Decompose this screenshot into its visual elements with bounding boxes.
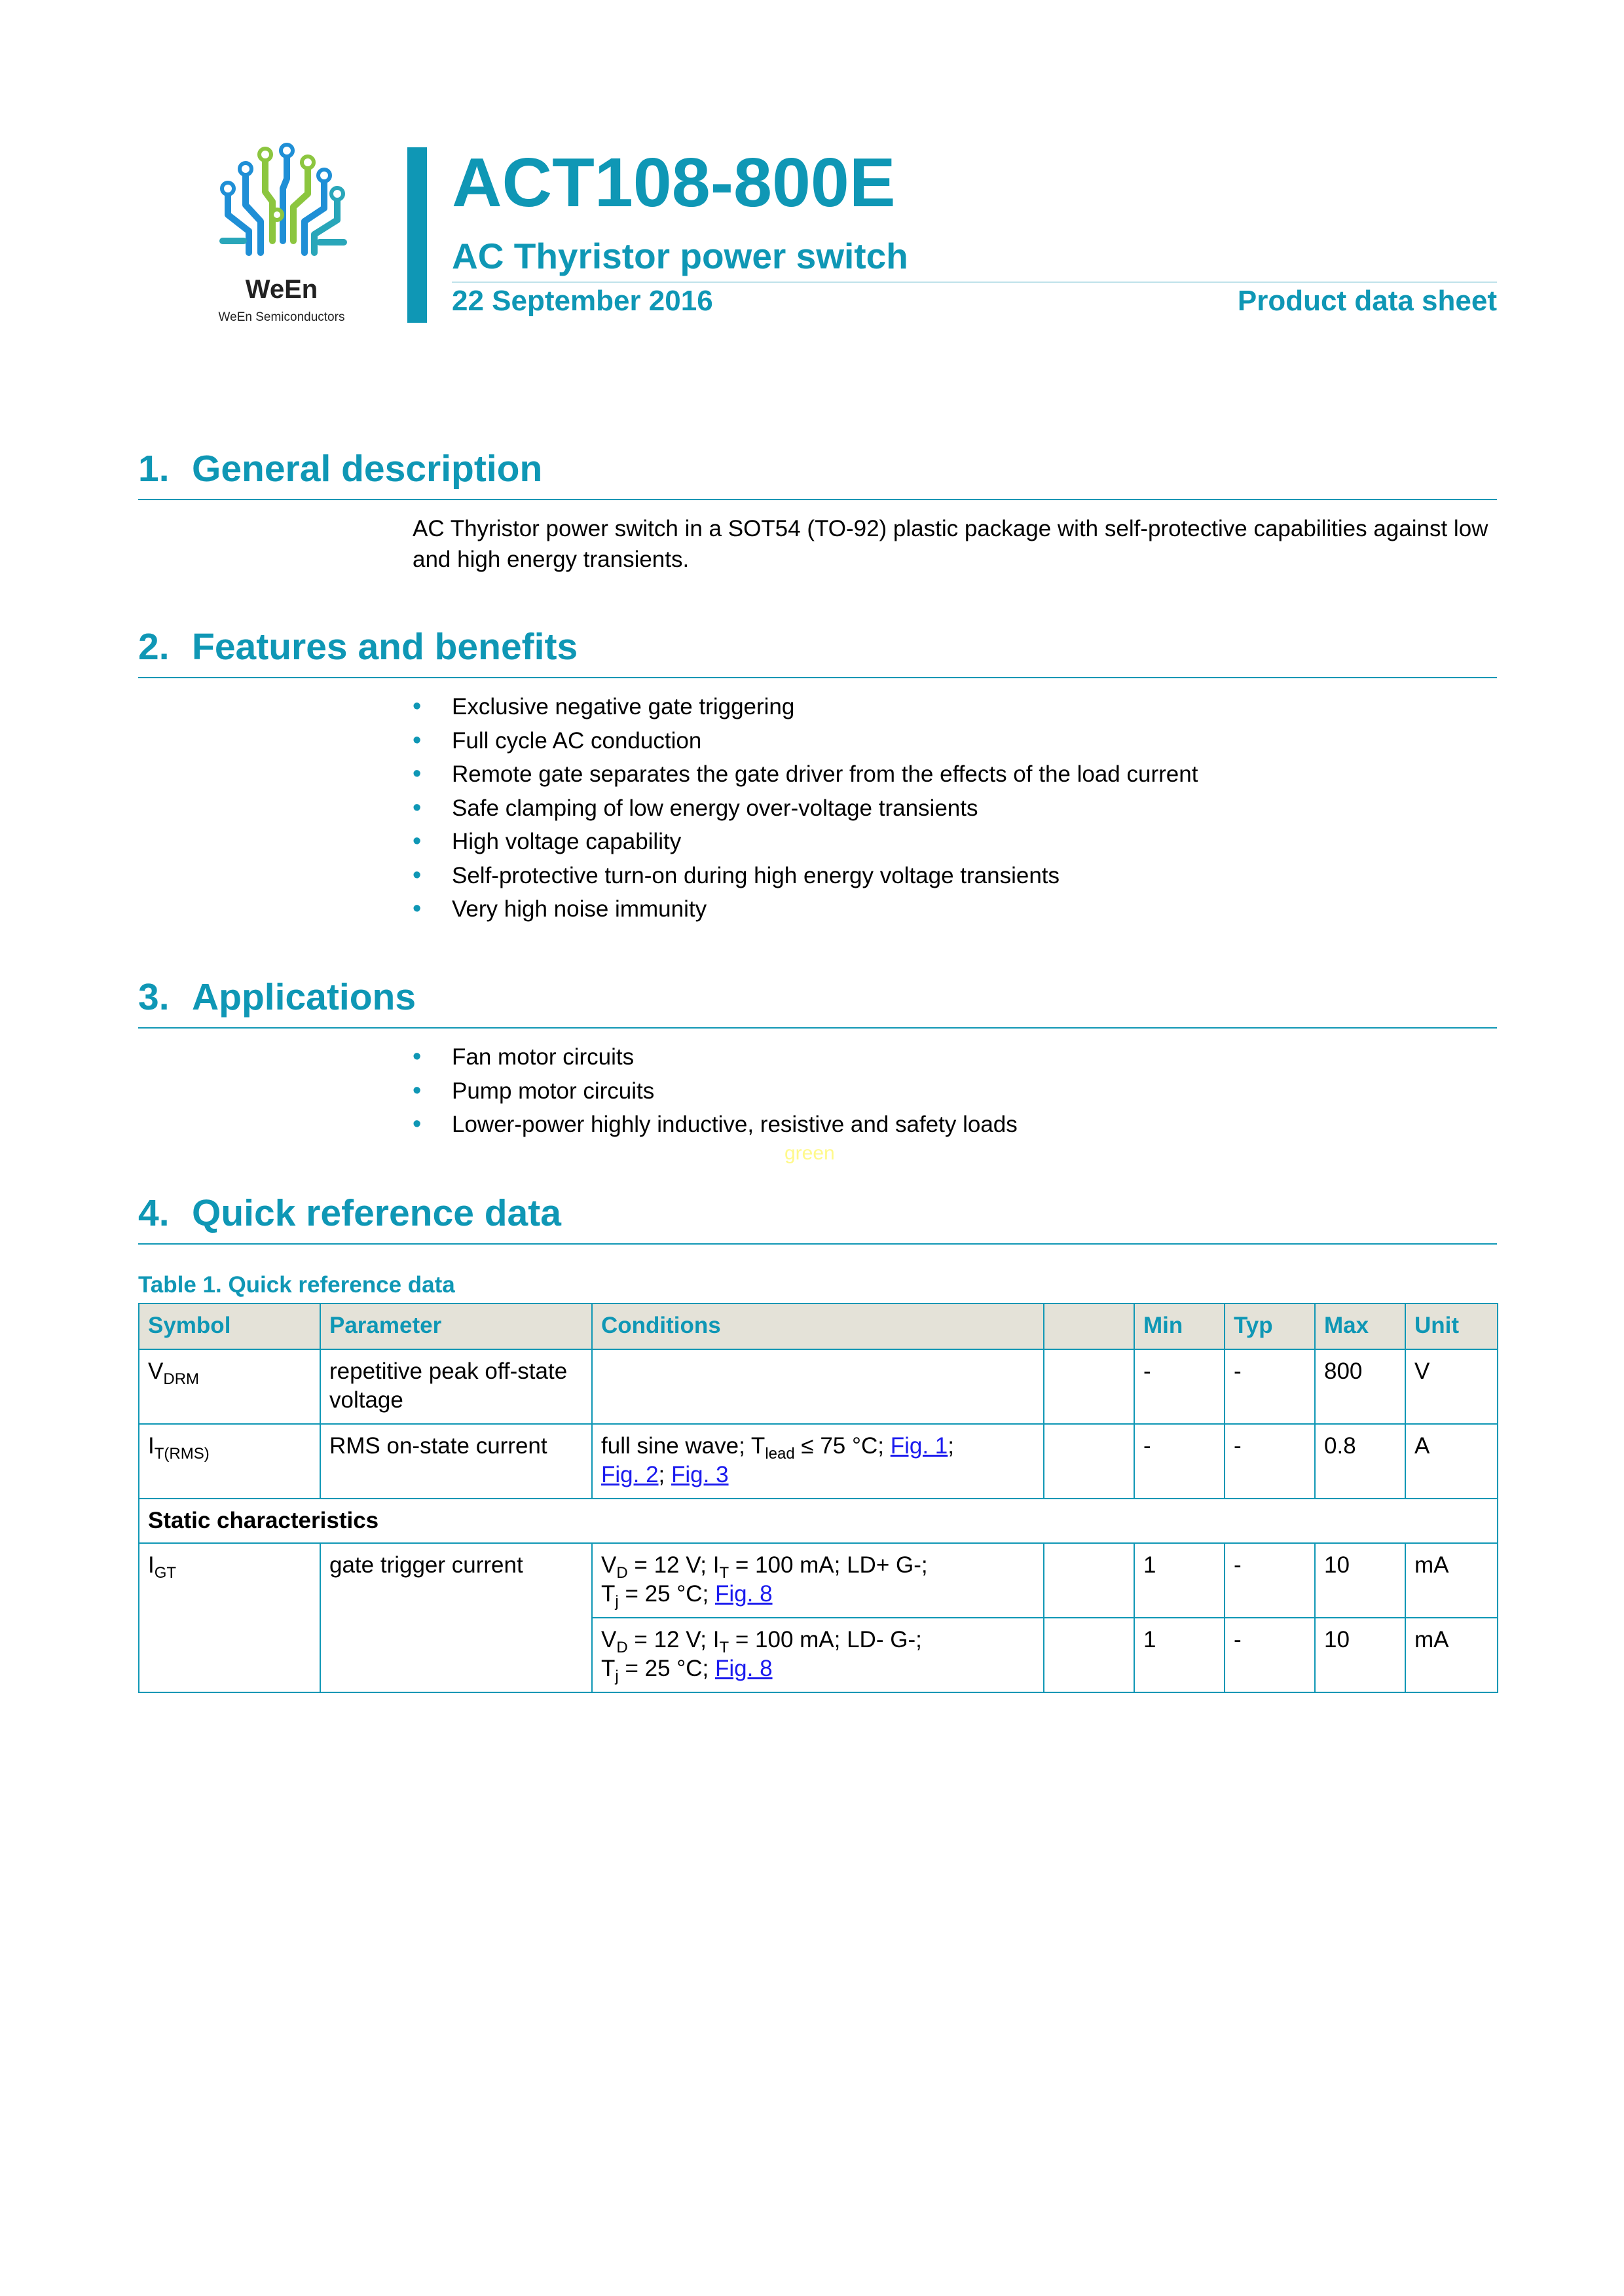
title-accent-bar <box>407 147 427 323</box>
blank-cell <box>1044 1424 1134 1499</box>
col-header-max: Max <box>1315 1303 1405 1349</box>
table-row <box>139 1543 1498 1618</box>
unit-cell: mA <box>1405 1543 1498 1618</box>
section-divider <box>138 677 1497 678</box>
section-number: 1. <box>138 448 170 490</box>
section-divider <box>138 1027 1497 1029</box>
col-header-unit: Unit <box>1405 1303 1498 1349</box>
blank-cell <box>1044 1543 1134 1618</box>
typ-cell: - <box>1225 1543 1315 1618</box>
document-date: 22 September 2016 <box>452 285 713 317</box>
section-heading-applications <box>138 976 416 1018</box>
faint-overlay-text: green <box>784 1142 835 1164</box>
section-number: 2. <box>138 626 170 668</box>
list-item: • Fan motor circuits <box>413 1043 635 1070</box>
conditions-cell: full sine wave; $T_{lead} \le 75$ °C; Fig. 1; Fig. 2; Fig. 3 <box>592 1424 1044 1499</box>
list-item: • Exclusive negative gate triggering <box>413 693 795 720</box>
symbol-cell: $I_{T(RMS)}$ <box>139 1424 320 1499</box>
list-item: • Remote gate separates the gate driver from the effects of the load current <box>413 760 1198 788</box>
quick-reference-table <box>138 1303 1498 1693</box>
section-title: Applications <box>192 976 416 1018</box>
blank-cell <box>1044 1349 1134 1424</box>
section-title: General description <box>192 448 543 490</box>
col-header-typ: Typ <box>1225 1303 1315 1349</box>
blank-cell <box>1044 1618 1134 1692</box>
conditions-cell: $V_D = 12$ V; $I_T = 100$ mA; LD+ G-; $T_j = 25$ °C; Fig. 8 <box>592 1543 1044 1618</box>
typ-cell: - <box>1225 1424 1315 1499</box>
static-characteristics-label: Static characteristics <box>139 1499 1498 1543</box>
unit-cell: A <box>1405 1424 1498 1499</box>
document-type: Product data sheet <box>1237 285 1497 317</box>
parameter-cell: gate trigger current <box>320 1543 592 1692</box>
col-header-symbol: Symbol <box>139 1303 320 1349</box>
document-title: ACT108-800E <box>452 144 896 221</box>
max-cell: 10 <box>1315 1618 1405 1692</box>
section-divider <box>138 499 1497 500</box>
section-number: 4. <box>138 1192 170 1234</box>
unit-cell: mA <box>1405 1618 1498 1692</box>
fig-2-link[interactable]: Fig. 2 <box>601 1462 659 1487</box>
ween-logo <box>210 143 354 333</box>
conditions-cell <box>592 1349 1044 1424</box>
table-row <box>139 1424 1498 1499</box>
conditions-cell: $V_D = 12$ V; $I_T = 100$ mA; LD- G-; $T_j = 25$ °C; Fig. 8 <box>592 1618 1044 1692</box>
parameter-cell: RMS on-state current <box>320 1424 592 1499</box>
section-title: Quick reference data <box>192 1192 561 1234</box>
list-item: • High voltage capability <box>413 828 682 855</box>
fig-3-link[interactable]: Fig. 3 <box>671 1462 729 1487</box>
section-heading-quick-reference <box>138 1192 561 1234</box>
fig-1-link[interactable]: Fig. 1 <box>890 1433 948 1459</box>
col-header-blank <box>1044 1303 1134 1349</box>
col-header-conditions: Conditions <box>592 1303 1044 1349</box>
section-heading-general-description <box>138 450 542 488</box>
list-item: • Pump motor circuits <box>413 1076 655 1104</box>
typ-cell: - <box>1225 1618 1315 1692</box>
symbol-cell: $I_{GT}$ <box>139 1543 320 1692</box>
general-description-text: AC Thyristor power switch in a SOT54 (TO-92) plastic package with self-protective capabilities against low and high energy transients. <box>413 516 1488 572</box>
logo-name: WeEn <box>245 275 318 304</box>
list-item: • Very high noise immunity <box>413 895 707 922</box>
tree-logo-icon <box>210 143 354 274</box>
fig-8-link[interactable]: Fig. 8 <box>715 1581 773 1607</box>
max-cell: 800 <box>1315 1349 1405 1424</box>
section-number: 3. <box>138 976 170 1018</box>
fig-8-link[interactable]: Fig. 8 <box>715 1656 773 1681</box>
symbol-cell: $V_{DRM}$ <box>139 1349 320 1424</box>
col-header-parameter: Parameter <box>320 1303 592 1349</box>
section-divider <box>138 1243 1497 1245</box>
typ-cell: - <box>1225 1349 1315 1424</box>
header-divider <box>452 282 1497 283</box>
table-header-row <box>139 1303 1498 1349</box>
min-cell: 1 <box>1134 1543 1225 1618</box>
logo-subtitle: WeEn Semiconductors <box>218 310 345 324</box>
table-caption: Table 1. Quick reference data <box>138 1272 455 1298</box>
list-item: • Self-protective turn-on during high energy voltage transients <box>413 861 1060 889</box>
unit-cell: V <box>1405 1349 1498 1424</box>
parameter-cell: repetitive peak off-state voltage <box>320 1349 592 1424</box>
features-list <box>413 690 1198 926</box>
applications-list <box>413 1040 1018 1142</box>
min-cell: 1 <box>1134 1618 1225 1692</box>
document-subtitle: AC Thyristor power switch <box>452 236 908 276</box>
min-cell: - <box>1134 1349 1225 1424</box>
table-subheading-row <box>139 1499 1498 1543</box>
list-item: • Lower-power highly inductive, resistive and safety loads <box>413 1110 1018 1138</box>
min-cell: - <box>1134 1424 1225 1499</box>
table-row <box>139 1349 1498 1424</box>
col-header-min: Min <box>1134 1303 1225 1349</box>
list-item: • Full cycle AC conduction <box>413 726 702 754</box>
max-cell: 10 <box>1315 1543 1405 1618</box>
section-title: Features and benefits <box>192 626 578 668</box>
section-heading-features <box>138 626 578 668</box>
list-item: • Safe clamping of low energy over-voltage transients <box>413 793 978 822</box>
max-cell: 0.8 <box>1315 1424 1405 1499</box>
